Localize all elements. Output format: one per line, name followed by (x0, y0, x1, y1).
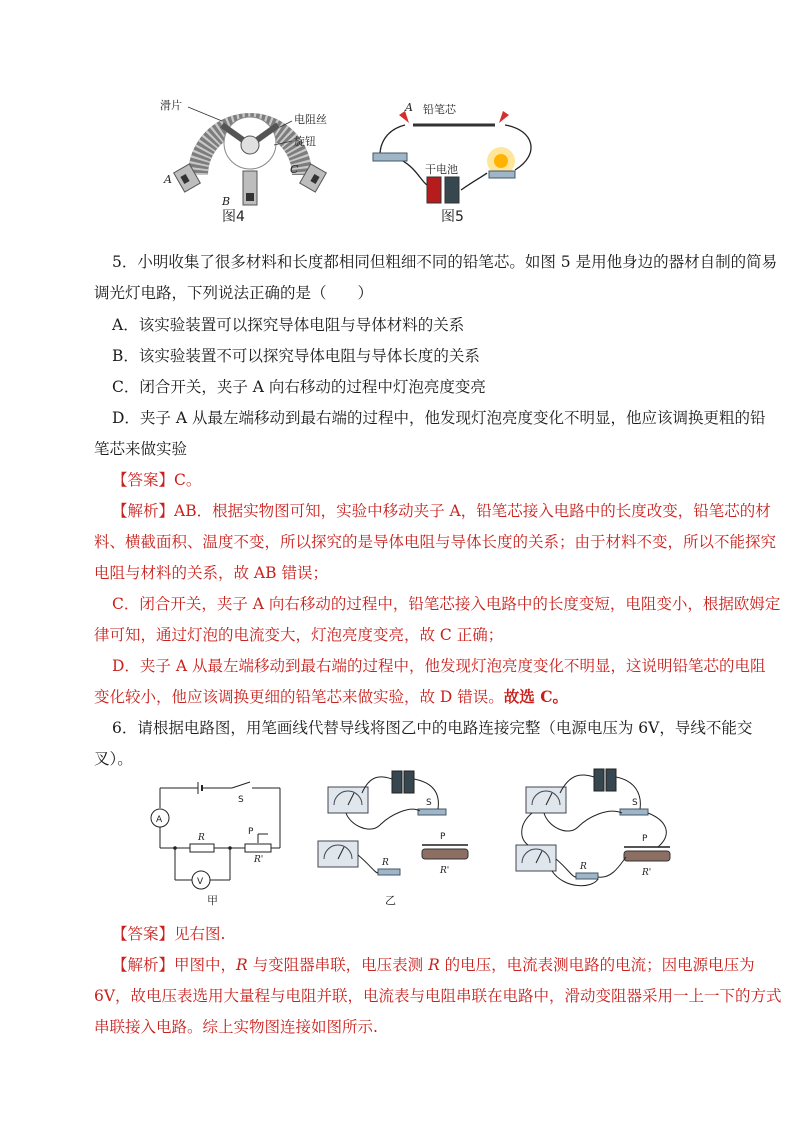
q5-answer (112, 470, 201, 490)
q5-analysis-line-3: 电阻与材料的关系，故 AB 错误； (94, 564, 328, 582)
answer-value: 见右图. (174, 925, 226, 943)
label-resistor: R (580, 862, 587, 872)
physical-circuit-yi (310, 765, 480, 895)
q5-analysis-line-7 (94, 687, 568, 707)
label-knob: 旋钮 (294, 135, 316, 148)
label-clip-a: A (405, 101, 413, 114)
analysis-text: 变化较小，他应该调换更细的铅笔芯来做实验，故 D 错误。 (94, 688, 504, 706)
label-terminal-b: B (222, 195, 231, 208)
analysis-tag: 【解析】 (112, 502, 175, 520)
schematic-jia (150, 780, 290, 890)
q5-stem-line-1: 5．小明收集了很多材料和长度都相同但粗细不同的铅笔芯。如图 5 是用他身边的器材自制的简易 (112, 253, 778, 271)
figure-4 (160, 95, 340, 225)
label-terminal-a: A (164, 173, 172, 186)
circuit-physical-yi (310, 765, 480, 895)
q6-stem-line-2: 叉）。 (94, 750, 133, 768)
q6-analysis-line-2: 6V，故电压表选用大量程与电阻并联，电流表与电阻串联在电路中，滑动变阻器采用一上一下的方式 (94, 987, 782, 1005)
symbol-r: R (236, 956, 248, 974)
label-switch: S (238, 795, 244, 805)
q5-option-b: B．该实验装置不可以探究导体电阻与导体长度的关系 (112, 347, 480, 365)
circuit-yi-caption: 乙 (385, 894, 396, 907)
label-resistance-wire: 电阻丝 (294, 113, 327, 126)
label-rheostat: R' (440, 866, 450, 876)
q6-stem-line-1: 6．请根据电路图，用笔画线代替导线将图乙中的电路连接完整（电源电压为 6V，导线不能交 (112, 719, 753, 737)
q5-option-d-line-2: 笔芯来做实验 (94, 440, 188, 458)
q5-option-d-line-1: D．夹子 A 从最左端移动到最右端的过程中，他发现灯泡亮度变化不明显，他应该调换更粗的铅 (112, 409, 766, 427)
circuit-jia-caption: 甲 (207, 894, 218, 907)
q6-analysis-line-3: 串联接入电路。综上实物图连接如图所示. (94, 1018, 378, 1036)
analysis-text-c: 的电压，电流表测电路的电流；因电源电压为 (439, 956, 755, 974)
label-resistor: R (198, 833, 205, 843)
label-rheostat: R' (254, 855, 264, 865)
analysis-text-a: 甲图中， (174, 956, 237, 974)
label-slider-p: P (440, 832, 446, 842)
q5-analysis-line-2: 料、横截面积、温度不变，所以探究的是导体电阻与导体长度的关系；由于材料不变，所以不能探究 (94, 533, 777, 551)
label-voltmeter: V (197, 877, 204, 887)
label-slider: 滑片 (160, 99, 182, 112)
label-terminal-c: C (290, 163, 299, 176)
circuit-diagram-jia (150, 780, 290, 890)
label-ammeter: A (156, 815, 163, 825)
figure-4-caption: 图4 (222, 209, 245, 225)
label-slider-p: P (248, 827, 254, 837)
q5-stem-line-2: 调光灯电路，下列说法正确的是（ ） (94, 284, 374, 302)
q6-answer (112, 924, 225, 944)
label-slider-p: P (642, 834, 648, 844)
label-pencil-lead: 铅笔芯 (423, 103, 456, 116)
label-rheostat: R' (642, 868, 652, 878)
q5-option-c: C．闭合开关，夹子 A 向右移动的过程中灯泡亮度变亮 (112, 378, 486, 396)
analysis-text: AB．根据实物图可知，实验中移动夹子 A，铅笔芯接入电路中的长度改变，铅笔芯的材 (174, 502, 771, 520)
answer-tag: 【答案】 (112, 925, 175, 943)
q5-analysis-line-6: D．夹子 A 从最左端移动到最右端的过程中，他发现灯泡亮度变化不明显，这说明铅笔芯的电阻 (112, 657, 766, 675)
figure-5 (365, 95, 545, 210)
analysis-text-b: 与变阻器串联，电压表测 (247, 956, 429, 974)
answer-tag: 【答案】 (112, 471, 175, 489)
figure-5-caption: 图5 (441, 209, 464, 225)
q5-analysis-line-5: 律可知，通过灯泡的电流变大，灯泡亮度变亮，故 C 正确； (94, 626, 504, 644)
physical-circuit-answer (508, 765, 678, 895)
q6-analysis-line-1 (112, 955, 755, 975)
circuit-physical-answer (508, 765, 678, 895)
q5-analysis-line-1 (112, 501, 771, 521)
q5-analysis-line-4: C．闭合开关，夹子 A 向右移动的过程中，铅笔芯接入电路中的长度变短，电阻变小，根据欧姆定 (112, 595, 781, 613)
label-resistor: R (382, 858, 389, 868)
label-switch: S (632, 798, 638, 808)
symbol-r: R (428, 956, 440, 974)
final-choice: 故选 C。 (503, 687, 569, 706)
label-switch: S (426, 798, 432, 808)
q5-option-a: A．该实验装置可以探究导体电阻与导体材料的关系 (112, 316, 465, 334)
analysis-tag: 【解析】 (112, 956, 175, 974)
answer-value: C。 (174, 471, 202, 489)
label-dry-battery: 干电池 (425, 163, 458, 176)
potentiometer-illustration (160, 95, 340, 225)
dimmer-circuit-illustration (365, 95, 545, 210)
